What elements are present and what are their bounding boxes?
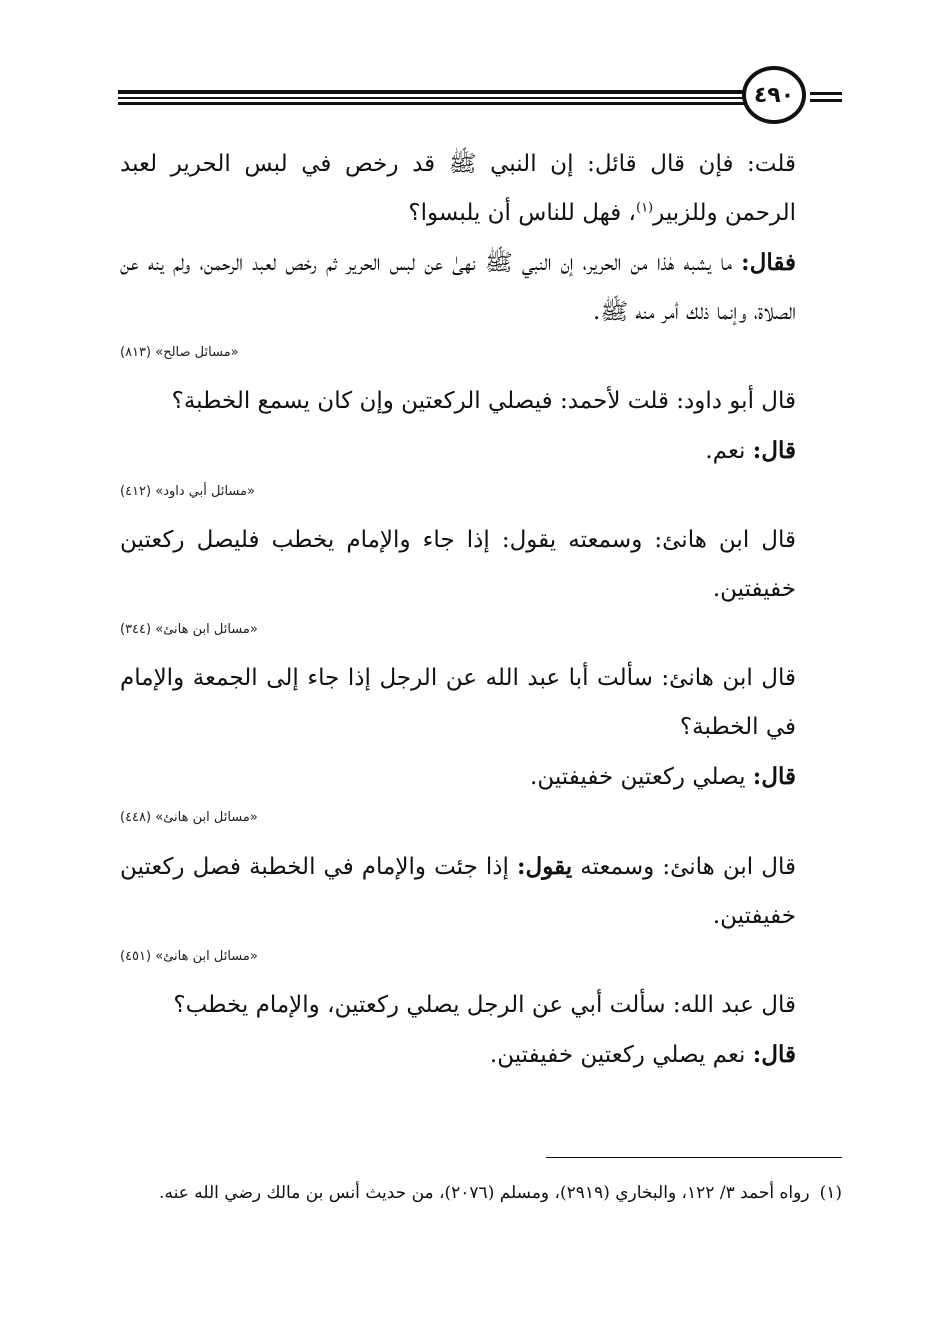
paragraph — [120, 981, 842, 1030]
paragraph-text: ما يشبه هٰذا من الحرير، إن النبي ﷺ نهىٰ عن لبس الحرير ثم رخص لعبد الرحمن، ولم ينه عن الصلاة، وإنما ذلك أمر منه ﷺ. — [120, 250, 796, 325]
paragraph-text: ، فهل للناس أن يلبسوا؟ — [408, 200, 636, 226]
paragraph — [120, 752, 842, 802]
paragraph-text: نعم. — [705, 438, 753, 464]
paragraph-text: قال ابن هانئ: وسمعته — [572, 854, 797, 880]
paragraph-lead: قال: — [752, 437, 796, 464]
source-citation: «مسائل صالح» (٨١٣) — [120, 345, 239, 360]
header-rule — [810, 99, 842, 102]
paragraph-text: نعم يصلي ركعتين خفيفتين. — [489, 1042, 753, 1068]
paragraph — [120, 238, 842, 337]
paragraph-lead: يقول: — [517, 853, 573, 880]
header-rule — [810, 92, 842, 95]
paragraph-text: قال أبو داود: قلت لأحمد: فيصلي الركعتين وإن كان يسمع الخطبة؟ — [171, 388, 796, 414]
paragraph-lead: قلت: — [747, 151, 796, 177]
header-rule — [118, 102, 748, 105]
paragraph — [120, 426, 842, 476]
paragraph-lead: فقال: — [741, 249, 796, 276]
paragraph-text: فإن قال قائل: إن النبي ﷺ قد رخص في لبس الحرير لعبد الرحمن وللزبير — [120, 151, 796, 226]
source-citation: «مسائل ابن هانئ» (٣٤٤) — [120, 622, 258, 637]
paragraph — [120, 516, 842, 614]
footnote-number: (١) — [819, 1183, 842, 1203]
page-body — [120, 140, 842, 1080]
header-rule — [118, 90, 748, 94]
paragraph-text: إذا جئت والإمام في الخطبة فصل ركعتين خفيفتين. — [120, 854, 796, 929]
paragraph — [120, 377, 842, 426]
paragraph-text: قال ابن هانئ: وسمعته يقول: إذا جاء والإمام يخطب فليصل ركعتين خفيفتين. — [120, 527, 796, 602]
source-citation: «مسائل ابن هانئ» (٤٤٨) — [120, 810, 258, 825]
paragraph — [120, 140, 842, 238]
source-citation: «مسائل أبي داود» (٤١٢) — [120, 484, 255, 499]
paragraph-text: يصلي ركعتين خفيفتين. — [530, 764, 753, 790]
footnote-text: رواه أحمد ٣/ ١٢٢، والبخاري (٢٩١٩)، ومسلم (٢٠٧٦)، من حديث أنس بن مالك رضي الله عنه. — [159, 1183, 810, 1203]
source-citation: «مسائل ابن هانئ» (٤٥١) — [120, 949, 258, 964]
page-header — [0, 0, 932, 140]
paragraph-lead: قال: — [752, 763, 796, 790]
paragraph — [120, 1030, 842, 1080]
header-rule — [118, 97, 748, 99]
paragraph-lead: قال: — [752, 1041, 796, 1068]
paragraph-text: قال عبد الله: سألت أبي عن الرجل يصلي ركعتين، والإمام يخطب؟ — [173, 992, 796, 1018]
footnote — [120, 1176, 842, 1210]
footnote-reference[interactable]: (١) — [635, 200, 654, 216]
paragraph — [120, 654, 842, 752]
footnote-divider — [546, 1157, 842, 1158]
page-number: ٤٩٠ — [742, 66, 806, 124]
paragraph — [120, 842, 842, 941]
paragraph-text: قال ابن هانئ: سألت أبا عبد الله عن الرجل إذا جاء إلى الجمعة والإمام في الخطبة؟ — [120, 665, 796, 740]
